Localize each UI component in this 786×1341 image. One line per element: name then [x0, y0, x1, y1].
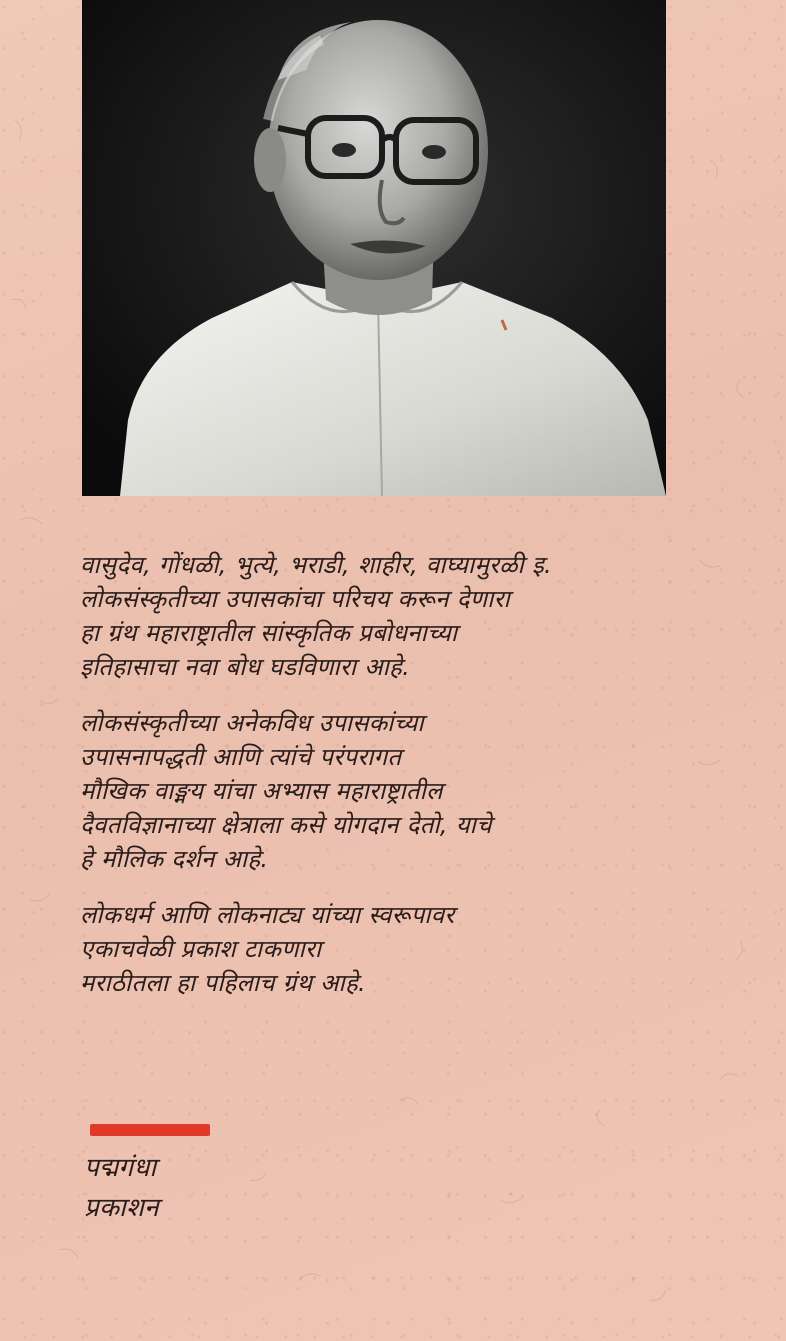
blurb-line: लोकसंस्कृतीच्या अनेकविध उपासकांच्या — [80, 709, 424, 737]
blurb-line: लोकसंस्कृतीच्या उपासकांचा परिचय करून देणारा — [80, 585, 510, 613]
blurb-line: उपासनापद्धती आणि त्यांचे परंपरागत — [80, 743, 402, 771]
blurb-line: मौखिक वाङ्मय यांचा अभ्यास महाराष्ट्रातील — [80, 777, 443, 805]
blurb-line: हे मौलिक दर्शन आहे. — [80, 845, 269, 873]
blurb-line: मराठीतला हा पहिलाच ग्रंथ आहे. — [80, 969, 366, 997]
blurb-line: दैवतविज्ञानाच्या क्षेत्राला कसे योगदान देतो, याचे — [80, 811, 492, 839]
blurb-line: वासुदेव, गोंधळी, भुत्ये, भराडी, शाहीर, वाघ्यामुरळी इ. — [80, 551, 552, 579]
blurb-line: इतिहासाचा नवा बोध घडविणारा आहे. — [80, 653, 410, 681]
publisher-line-2: प्रकाशन — [84, 1193, 159, 1223]
blurb-paragraph-2 — [80, 706, 760, 876]
publisher-line-1: पद्मगंधा — [84, 1153, 157, 1183]
publisher-name — [84, 1148, 159, 1228]
blurb-line: एकाचवेळी प्रकाश टाकणारा — [80, 935, 322, 963]
author-portrait-image — [82, 0, 666, 496]
publisher-accent-bar — [90, 1124, 210, 1136]
blurb-line: लोकधर्म आणि लोकनाट्य यांच्या स्वरूपावर — [80, 901, 455, 929]
blurb-line: हा ग्रंथ महाराष्ट्रातील सांस्कृतिक प्रबोधनाच्या — [80, 619, 458, 647]
author-photo — [82, 0, 666, 496]
blurb-paragraph-1 — [80, 548, 760, 684]
blurb-paragraph-3 — [80, 898, 760, 1000]
back-cover-blurb — [80, 548, 760, 1022]
